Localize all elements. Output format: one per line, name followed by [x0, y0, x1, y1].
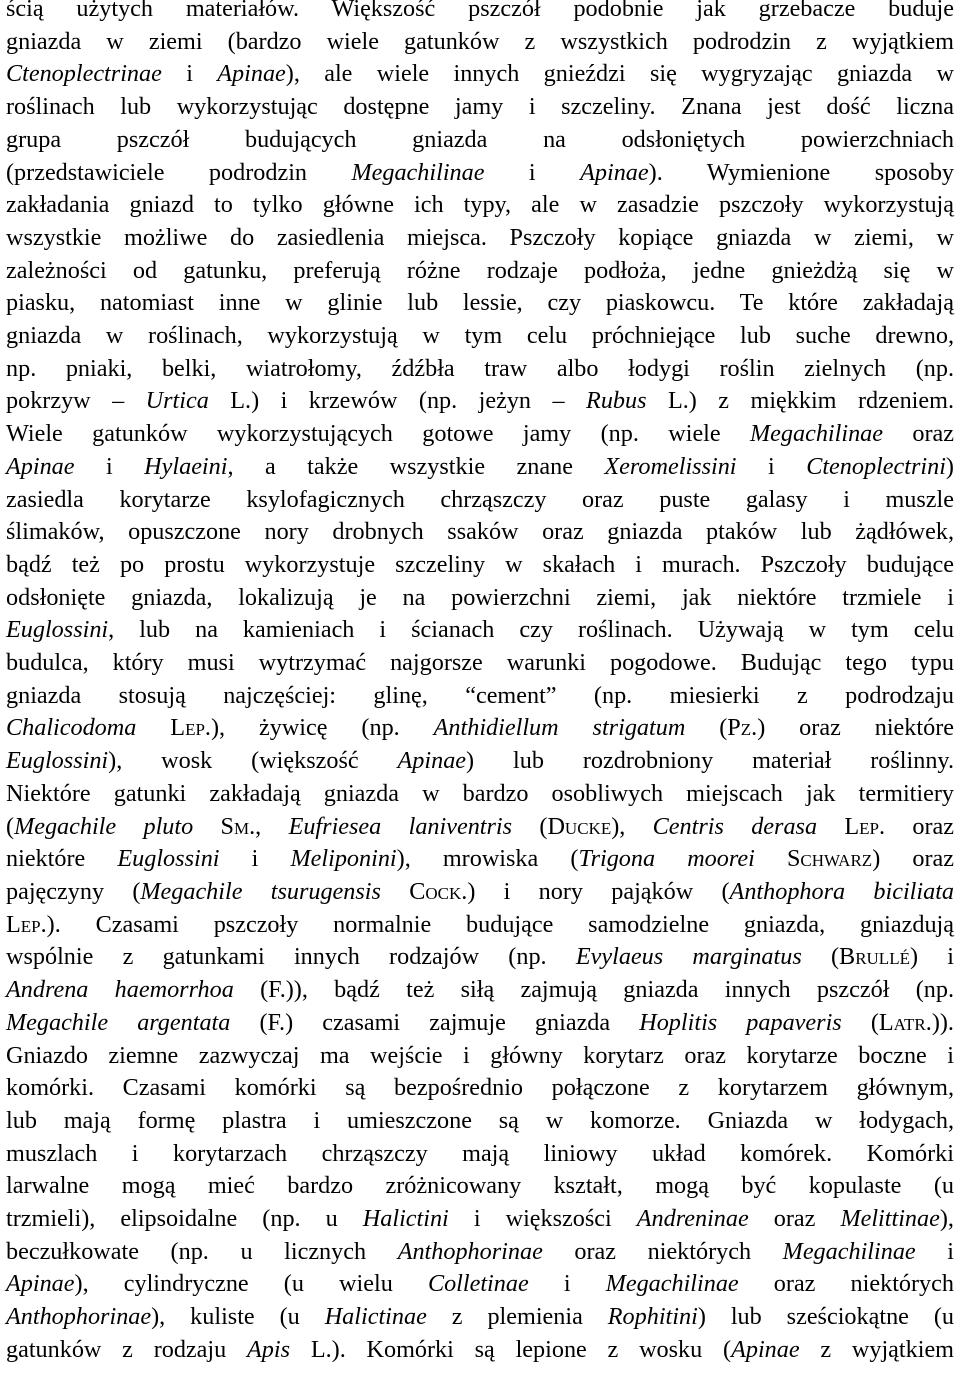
italic-term: Rubus	[586, 387, 647, 415]
text-line	[6, 1138, 954, 1171]
italic-term: Apinae	[6, 452, 75, 480]
italic-term: Euglossini	[6, 747, 109, 775]
text-segment: ) oraz	[872, 845, 954, 873]
text-segment: ), wosk (większość	[108, 747, 398, 775]
text-segment: odsłonięte gniazda, lokalizują je na powierzchni ziemi, jak niektóre trzmiele i	[6, 583, 954, 611]
text-segment: oraz	[748, 1205, 841, 1233]
text-segment: Gniazdo ziemne zazwyczaj ma wejście i główny korytarz oraz korytarze boczne i	[6, 1041, 954, 1069]
text-line	[6, 1301, 954, 1334]
text-segment: wspólnie z gatunkami innych rodzajów (np.	[6, 943, 576, 971]
italic-term: Ctenoplectrinae	[6, 60, 162, 88]
text-line	[6, 516, 954, 549]
italic-term: Apinae	[580, 158, 649, 186]
text-segment: muszlach i korytarzach chrząszczy mają liniowy układ komórek. Komórki	[6, 1139, 954, 1167]
text-line	[6, 909, 954, 942]
text-segment: (F.) czasami zajmuje gniazda	[230, 1008, 640, 1036]
text-line	[6, 778, 954, 811]
italic-term: Euglossini	[6, 616, 109, 644]
small-caps-text: ucke	[564, 812, 612, 840]
italic-term: Hoplitis papaveris	[639, 1008, 842, 1036]
text-segment: . oraz	[879, 812, 954, 840]
text-segment: ), kuliste (u	[151, 1303, 325, 1331]
small-caps-text: atr	[893, 1008, 926, 1036]
text-segment: gatunków z rodzaju	[6, 1335, 248, 1363]
text-segment: ),	[939, 1205, 954, 1233]
small-caps-text: ep	[20, 910, 41, 938]
italic-term: Halictinae	[324, 1303, 427, 1331]
italic-term: Apinae	[397, 747, 467, 775]
text-segment: .,	[249, 812, 289, 840]
body-text	[6, 0, 954, 1367]
text-segment: pokrzyw –	[6, 387, 146, 415]
italic-term: Hylaeini	[144, 452, 228, 480]
text-segment: i	[736, 452, 807, 480]
text-line	[6, 1105, 954, 1138]
text-line	[6, 582, 954, 615]
text-segment: komórki. Czasami komórki są bezpośrednio połączone z korytarzem głównym,	[6, 1074, 954, 1102]
text-segment: i	[484, 158, 581, 186]
italic-term: Melittinae	[840, 1205, 940, 1233]
text-segment: bądź też po prostu wykorzystuje szczeliny w skałach i murach. Pszczoły budujące	[6, 550, 954, 578]
italic-term: Centris derasa	[652, 812, 818, 840]
text-line	[6, 353, 954, 386]
text-segment: ), ale wiele innych gnieździ się wygryzając gniazda w	[285, 60, 954, 88]
italic-term: Andreninae	[636, 1205, 749, 1233]
text-line	[6, 320, 954, 353]
text-segment: larwalne mogą mieć bardzo zróżnicowany kształt, mogą być kopulaste (u	[6, 1172, 954, 1200]
italic-term: Apinae	[731, 1335, 800, 1363]
small-caps-text: m	[234, 812, 250, 840]
italic-term: Andrena haemorrhoa	[6, 976, 234, 1004]
text-line	[6, 680, 954, 713]
text-segment: i	[528, 1270, 606, 1298]
text-segment: ślimaków, opuszczone nory drobnych ssaków oraz gniazda ptaków lub żądłówek,	[6, 518, 954, 546]
text-line	[6, 385, 954, 418]
text-line	[6, 124, 954, 157]
italic-term: Megachilinae	[351, 158, 485, 186]
text-segment: .)).	[925, 1008, 954, 1036]
text-segment: , a także wszystkie znane	[227, 452, 605, 480]
text-segment: (D	[512, 812, 565, 840]
text-line	[6, 58, 954, 91]
text-line	[6, 1072, 954, 1105]
text-segment: , lub na kamieniach i ścianach czy roślinach. Używają w tym celu	[108, 616, 954, 644]
text-segment: ), cylindryczne (u wielu	[74, 1270, 428, 1298]
small-caps-text: ep	[859, 812, 879, 840]
text-segment: beczułkowate (np. u licznych	[6, 1237, 398, 1265]
italic-term: Halictini	[362, 1205, 449, 1233]
text-segment: ) i	[909, 943, 955, 971]
text-line	[6, 549, 954, 582]
text-segment: lub mają formę plastra i umieszczone są w komorze. Gniazda w łodygach,	[6, 1106, 954, 1134]
text-line	[6, 974, 954, 1007]
text-line	[6, 1236, 954, 1269]
italic-term: Ctenoplectrini	[806, 452, 946, 480]
text-line	[6, 941, 954, 974]
text-line	[6, 222, 954, 255]
italic-term: Anthophorinae	[6, 1303, 152, 1331]
text-line	[6, 843, 954, 876]
text-segment: S	[193, 812, 234, 840]
text-segment: L.) i krzewów (np. jeżyn –	[208, 387, 587, 415]
text-segment: i	[161, 60, 218, 88]
text-segment: (B	[801, 943, 856, 971]
text-line	[6, 255, 954, 288]
text-segment: ),	[611, 812, 653, 840]
text-segment: oraz niektórych	[542, 1237, 783, 1265]
text-line	[6, 745, 954, 778]
text-segment: zależności od gatunku, preferują różne rodzaje podłoża, jedne gnieżdżą się w	[6, 256, 954, 284]
italic-term: Trigona moorei	[578, 845, 755, 873]
text-line	[6, 647, 954, 680]
text-segment: ) lub rozdrobniony materiał roślinny.	[466, 747, 954, 775]
text-segment: wszystkie możliwe do zasiedlenia miejsca. Pszczoły kopiące gniazda w ziemi, w	[6, 223, 954, 251]
italic-term: Rophitini	[607, 1303, 698, 1331]
text-segment: (L	[841, 1008, 894, 1036]
text-line	[6, 189, 954, 222]
text-line	[6, 1040, 954, 1073]
text-segment: zasiedla korytarze ksylofagicznych chrząszczy oraz puste galasy i muszle	[6, 485, 954, 513]
small-caps-text: rullé	[855, 943, 910, 971]
small-caps-text: ock	[425, 877, 462, 905]
italic-term: Meliponini	[290, 845, 397, 873]
text-segment: ) lub sześciokątne (u	[697, 1303, 954, 1331]
text-segment: oraz	[883, 420, 954, 448]
italic-term: Megachilinae	[605, 1270, 739, 1298]
text-line	[6, 1268, 954, 1301]
italic-term: Eufriesea laniventris	[288, 812, 513, 840]
text-segment: pajęczyny (	[6, 877, 141, 905]
text-line	[6, 287, 954, 320]
text-segment: gniazda stosują najczęściej: glinę, “cement” (np. miesierki z podrodzaju	[6, 681, 954, 709]
text-segment: ścią użytych materiałów. Większość pszczół podobnie jak grzebacze buduje	[6, 0, 954, 22]
text-line	[6, 0, 954, 26]
text-segment: i większości	[448, 1205, 637, 1233]
italic-term: Colletinae	[427, 1270, 529, 1298]
text-segment: gniazda w roślinach, wykorzystują w tym celu próchniejące lub suche drewno,	[6, 322, 954, 350]
italic-term: Apinae	[6, 1270, 75, 1298]
text-segment: ). Wymienione sposoby	[648, 158, 955, 186]
text-segment: z plemienia	[426, 1303, 608, 1331]
text-segment: .) oraz niektóre	[751, 714, 954, 742]
text-segment: S	[754, 845, 801, 873]
italic-term: Megachilinae	[782, 1237, 916, 1265]
italic-term: Megachile tsurugensis	[140, 877, 381, 905]
text-segment: niektóre	[6, 845, 118, 873]
italic-term: Apinae	[217, 60, 286, 88]
text-segment: .), żywicę (np.	[204, 714, 434, 742]
italic-term: Chalicodoma	[6, 714, 137, 742]
text-segment: (F.)), bądź też siłą zajmują gniazda innych pszczół (np.	[233, 976, 954, 1004]
italic-term: Anthidiellum strigatum	[433, 714, 686, 742]
text-line	[6, 451, 954, 484]
text-segment: L	[136, 714, 186, 742]
text-segment: )	[945, 452, 954, 480]
italic-term: Anthophora biciliata	[729, 877, 955, 905]
italic-term: Apis	[247, 1335, 291, 1363]
text-segment: (	[6, 812, 15, 840]
text-line	[6, 418, 954, 451]
text-segment: np. pniaki, belki, wiatrołomy, źdźbła traw albo łodygi roślin zielnych (np.	[6, 354, 954, 382]
text-segment: L.). Komórki są lepione z wosku (	[290, 1335, 732, 1363]
text-segment: L	[817, 812, 860, 840]
text-segment: ), mrowiska (	[396, 845, 579, 873]
text-line	[6, 1203, 954, 1236]
text-segment: Niektóre gatunki zakładają gniazda w bardzo osobliwych miejscach jak termitiery	[6, 779, 954, 807]
text-segment: oraz niektórych	[738, 1270, 954, 1298]
text-segment: (przedstawiciele podrodzin	[6, 158, 352, 186]
italic-term: Megachile pluto	[14, 812, 194, 840]
italic-term: Megachilinae	[750, 420, 883, 448]
text-segment: .) i nory pająków (	[461, 877, 730, 905]
italic-term: Urtica	[145, 387, 209, 415]
text-segment: budulca, który musi wytrzymać najgorsze warunki pogodowe. Budując tego typu	[6, 649, 954, 677]
text-segment: grupa pszczół budujących gniazda na odsłoniętych powierzchniach	[6, 125, 954, 153]
italic-term: Xeromelissini	[604, 452, 737, 480]
italic-term: Euglossini	[117, 845, 220, 873]
text-segment: (P	[685, 714, 741, 742]
text-line	[6, 1007, 954, 1040]
text-line	[6, 1170, 954, 1203]
text-segment: trzmieli), elipsoidalne (np. u	[6, 1205, 363, 1233]
text-line	[6, 811, 954, 844]
text-segment: z wyjątkiem	[799, 1335, 954, 1363]
small-caps-text: z	[740, 714, 752, 742]
small-caps-text: chwarz	[800, 845, 873, 873]
text-line	[6, 712, 954, 745]
text-line	[6, 1334, 954, 1367]
italic-term: Anthophorinae	[397, 1237, 543, 1265]
text-segment: i	[74, 452, 145, 480]
italic-term: Evylaeus marginatus	[575, 943, 802, 971]
text-segment: i	[915, 1237, 954, 1265]
text-line	[6, 157, 954, 190]
text-line	[6, 876, 954, 909]
text-segment: C	[380, 877, 426, 905]
text-segment: L	[6, 910, 21, 938]
text-segment: Wiele gatunków wykorzystujących gotowe jamy (np. wiele	[6, 420, 751, 448]
text-segment: zakładania gniazd to tylko główne ich typy, ale w zasadzie pszczoły wykorzystują	[6, 191, 954, 219]
text-segment: L.) z miękkim rdzeniem.	[646, 387, 954, 415]
small-caps-text: ep	[185, 714, 205, 742]
text-segment: gniazda w ziemi (bardzo wiele gatunków z wszystkich podrodzin z wyjątkiem	[6, 27, 954, 55]
text-segment: i	[219, 845, 291, 873]
text-line	[6, 26, 954, 59]
text-segment: .). Czasami pszczoły normalnie budujące samodzielne gniazda, gniazdują	[40, 910, 954, 938]
text-line	[6, 484, 954, 517]
text-segment: roślinach lub wykorzystując dostępne jamy i szczeliny. Znana jest dość liczna	[6, 93, 954, 121]
text-line	[6, 614, 954, 647]
text-segment: piasku, natomiast inne w glinie lub lessie, czy piaskowcu. Te które zakładają	[6, 289, 954, 317]
italic-term: Megachile argentata	[6, 1008, 231, 1036]
text-line	[6, 91, 954, 124]
